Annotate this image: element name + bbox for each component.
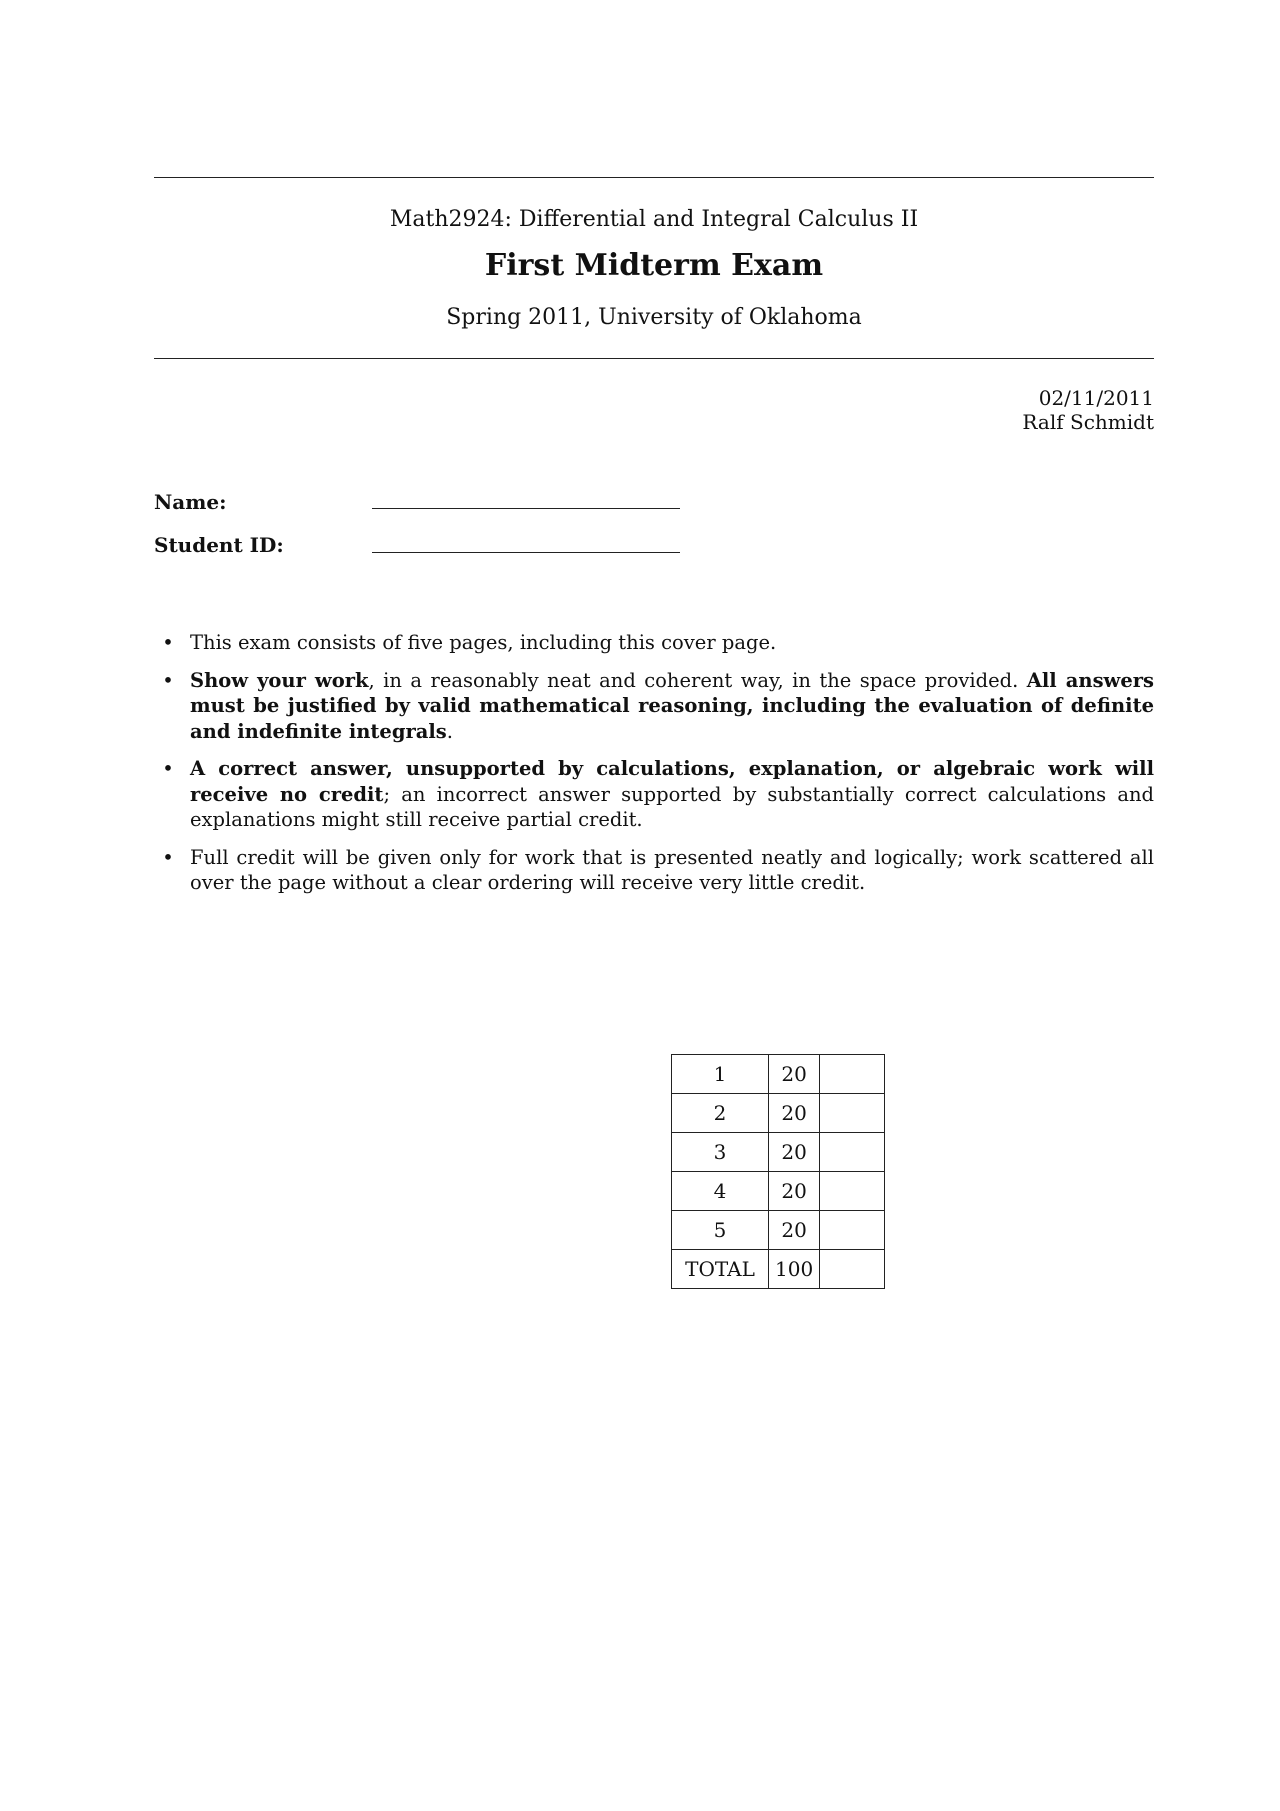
table-row: [672, 1094, 885, 1133]
problem-points: 20: [769, 1172, 820, 1211]
header-bottom-rule: [154, 358, 1154, 359]
header-top-rule: [154, 177, 1154, 178]
table-row: [672, 1211, 885, 1250]
problem-points: 20: [769, 1094, 820, 1133]
instructions-list: [162, 630, 1154, 908]
exam-title: First Midterm Exam: [484, 248, 824, 283]
exam-date: 02/11/2011: [1038, 386, 1154, 410]
instruction-emphasis: A correct answer, unsupported by calculations, explanation, or algebraic work will receive no credit: [190, 757, 1154, 806]
instruction-text: , in a reasonably neat and coherent way, in the space provided.: [368, 668, 1027, 692]
score-cell[interactable]: [820, 1055, 885, 1094]
bullet-icon: •: [162, 757, 174, 780]
score-cell[interactable]: [820, 1172, 885, 1211]
score-table: [671, 1054, 885, 1289]
instruction-text: This exam consists of five pages, including this cover page.: [190, 631, 777, 654]
instructor-name: Ralf Schmidt: [1022, 410, 1154, 434]
score-cell[interactable]: [820, 1211, 885, 1250]
problem-number: 4: [672, 1172, 769, 1211]
name-field[interactable]: [372, 508, 680, 509]
instruction-emphasis: All answers must be justified by valid mathematical reasoning, including the evaluation of definite and indefinite integrals: [190, 668, 1154, 743]
instruction-item: [162, 630, 1154, 656]
bullet-icon: •: [162, 668, 174, 692]
score-cell[interactable]: [820, 1094, 885, 1133]
problem-points: 20: [769, 1133, 820, 1172]
problem-number: 2: [672, 1094, 769, 1133]
name-label: Name:: [154, 490, 227, 514]
problem-points: 20: [769, 1211, 820, 1250]
course-title: Math2924: Differential and Integral Calculus II: [389, 207, 919, 232]
total-points: 100: [769, 1250, 820, 1289]
instruction-emphasis: Show your work: [190, 668, 369, 692]
table-row: [672, 1055, 885, 1094]
score-cell[interactable]: [820, 1133, 885, 1172]
instruction-item: [162, 845, 1154, 896]
instruction-text: Full credit will be given only for work that is presented neatly and logically; work scattered all over the page without a clear ordering will receive very little credit.: [190, 845, 1154, 894]
bullet-icon: •: [162, 631, 174, 654]
bullet-icon: •: [162, 845, 174, 869]
total-score-cell[interactable]: [820, 1250, 885, 1289]
instruction-text: ; an incorrect answer supported by substantially correct calculations and explanations might still receive partial credit.: [190, 782, 1154, 831]
total-label: TOTAL: [672, 1250, 769, 1289]
table-row: [672, 1172, 885, 1211]
problem-number: 3: [672, 1133, 769, 1172]
problem-number: 5: [672, 1211, 769, 1250]
problem-points: 20: [769, 1055, 820, 1094]
student-id-field[interactable]: [372, 552, 680, 553]
table-row: [672, 1250, 885, 1289]
instruction-item: [162, 668, 1154, 745]
problem-number: 1: [672, 1055, 769, 1094]
instruction-item: [162, 756, 1154, 833]
student-id-label: Student ID:: [154, 533, 284, 557]
exam-term: Spring 2011, University of Oklahoma: [446, 305, 862, 330]
table-row: [672, 1133, 885, 1172]
instruction-text: .: [446, 719, 453, 743]
